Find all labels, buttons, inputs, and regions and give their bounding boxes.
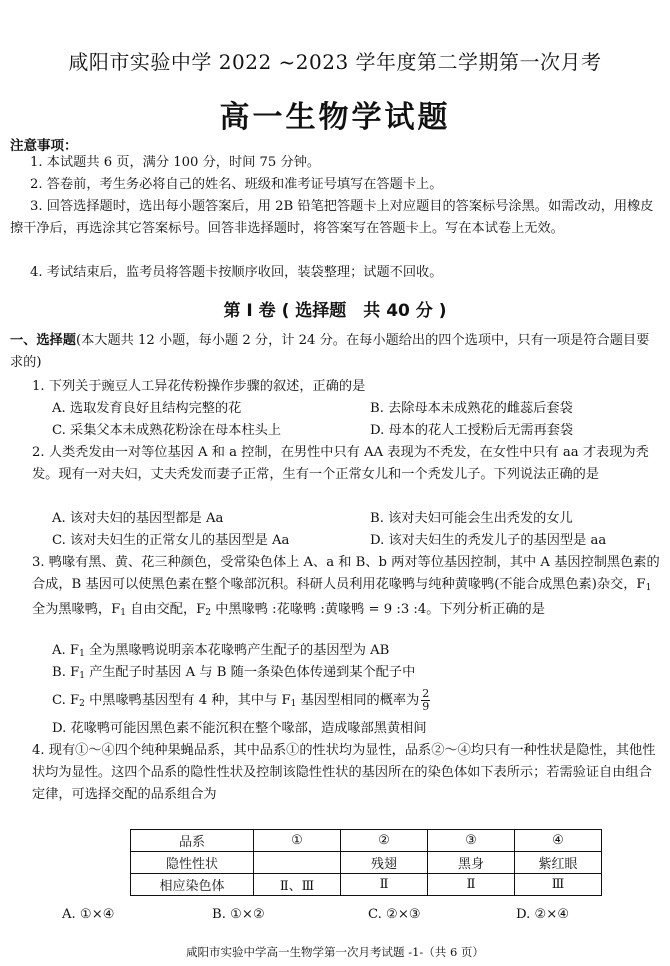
- page-footer: 咸阳市实验中学高一生物学第一次月考试题 -1-（共 6 页）: [186, 945, 484, 959]
- q3-c-sub-f2: 2: [79, 699, 85, 709]
- q1-option-a: A. 选取发育良好且结构完整的花: [52, 401, 242, 416]
- part1-desc: (本大题共 12 小题，每小题 2 分，计 24 分。在每小题给出的四个选项中，只有一项是符合题目要求的): [10, 333, 650, 370]
- q3-stem-part-3: 自由交配，F: [126, 602, 206, 617]
- table-cell: 黑身: [428, 852, 515, 874]
- table-cell: Ⅱ: [341, 874, 428, 896]
- part1-label: 一、选择题: [10, 333, 76, 348]
- q3-option-c: [52, 688, 430, 715]
- q3-sub-f1-a: 1: [645, 583, 652, 593]
- table-cell: ②: [341, 830, 428, 852]
- q2-option-c: C. 该对夫妇生的正常女儿的基因型是 Aa: [52, 533, 290, 548]
- q3-c-sub-f1: 1: [290, 699, 297, 709]
- q4-option-d: D. ②×④: [516, 907, 570, 922]
- table-cell: [254, 852, 341, 874]
- table-cell: 紫红眼: [515, 852, 602, 874]
- table-row: [131, 830, 602, 852]
- q1-option-b: B. 去除母本未成熟花的雌蕊后套袋: [370, 401, 573, 416]
- q3-a-text: 全为黑喙鸭说明亲本花喙鸭产生配子的基因型为 AB: [84, 643, 390, 658]
- q1-stem: 1. 下列关于豌豆人工异花传粉操作步骤的叙述，正确的是: [32, 379, 366, 394]
- q3-a-sub: 1: [79, 649, 85, 659]
- table-cell: 残翅: [341, 852, 428, 874]
- fraction-numerator: 2: [422, 687, 430, 700]
- q3-b-sub: 1: [79, 671, 85, 681]
- table-row-head: 相应染色体: [131, 874, 254, 896]
- table-row: [131, 852, 602, 874]
- q3-c-text-2: 基因型相同的概率为: [296, 693, 420, 708]
- table-cell: ④: [515, 830, 602, 852]
- q3-c-fraction: [421, 688, 430, 713]
- table-cell: Ⅱ、Ⅲ: [254, 874, 341, 896]
- fraction-denominator: 9: [422, 700, 430, 713]
- notice-item-4: 4. 考试结束后，监考员将答题卡按顺序收回，装袋整理；试题不回收。: [30, 265, 443, 280]
- q3-a-prefix: A. F: [52, 643, 80, 658]
- q4-option-b: B. ①×②: [212, 907, 265, 922]
- part1-intro: [10, 330, 662, 374]
- q1-option-c: C. 采集父本未成熟花粉涂在母本柱头上: [52, 423, 282, 438]
- q3-sub-f2: 2: [205, 608, 212, 618]
- q3-stem-part-4: 中黑喙鸭 :花喙鸭 :黄喙鸭 = 9 :3 :4。下列分析正确的是: [211, 602, 545, 617]
- section-title: 第 Ⅰ 卷 ( 选择题 共 40 分 ): [223, 301, 447, 321]
- table-cell: Ⅱ: [428, 874, 515, 896]
- q3-b-prefix: B. F: [52, 665, 80, 680]
- table-cell: Ⅲ: [515, 874, 602, 896]
- table-cell: ①: [254, 830, 341, 852]
- q4-stem: 4. 现有①～④四个纯种果蝇品系，其中品系①的性状均为显性，品系②～④均只有一种性状是隐性，其他性状均为显性。这四个品系的隐性性状及控制该隐性性状的基因所在的染色体如下表所示；若需验证自由组合定律，可选择交配的品系组合为: [32, 743, 656, 802]
- q3-stem-part-2: 全为黑喙鸭，F: [32, 602, 121, 617]
- q3-c-prefix: C. F: [52, 693, 80, 708]
- q3-stem: [32, 552, 660, 624]
- q4-option-c: C. ②×③: [368, 907, 421, 922]
- notice-heading: 注意事项：: [10, 138, 78, 154]
- q2-stem: 2. 人类秃发由一对等位基因 A 和 a 控制，在男性中只有 AA 表现为不秃发，在女性中只有 aa 才表现为秃发。现有一对夫妇，丈夫秃发而妻子正常，生有一个正常女儿和一个秃发儿子。下列说法正确的是: [32, 445, 649, 482]
- exam-title: 高一生物学试题: [219, 100, 451, 135]
- table-row: [131, 874, 602, 896]
- table-row-head: 隐性性状: [131, 852, 254, 874]
- q3-option-b: [52, 662, 415, 687]
- notice-item-3: 3. 回答选择题时，选出每小题答案后，用 2B 铅笔把答题卡上对应题目的答案标号涂黑。如需改动，用橡皮擦干净后，再选涂其它答案标号。回答非选择题时，将答案写在答题卡上。写在本试卷上无效。: [10, 199, 654, 236]
- strain-table: [130, 829, 602, 896]
- table-row-head: 品系: [131, 830, 254, 852]
- q2-option-a: A. 该对夫妇的基因型都是 Aa: [52, 511, 224, 526]
- school-header: 咸阳市实验中学 2022 ~2023 学年度第二学期第一次月考: [68, 50, 602, 74]
- notice-item-1: 1. 本试题共 6 页，满分 100 分，时间 75 分钟。: [30, 155, 321, 170]
- q1-option-d: D. 母本的花人工授粉后无需再套袋: [370, 423, 574, 438]
- q3-sub-f1-b: 1: [120, 608, 127, 618]
- table-cell: ③: [428, 830, 515, 852]
- q2-option-b: B. 该对夫妇可能会生出秃发的女儿: [370, 511, 573, 526]
- q2-option-d: D. 该对夫妇生的秃发儿子的基因型是 aa: [370, 533, 607, 548]
- q3-c-text-1: 中黑喙鸭基因型有 4 种，其中与 F: [84, 693, 291, 708]
- q3-b-text: 产生配子时基因 A 与 B 随一条染色体传递到某个配子中: [84, 665, 416, 680]
- q4-option-a: A. ①×④: [62, 907, 115, 922]
- q3-option-d: D. 花喙鸭可能因黑色素不能沉积在整个喙部，造成喙部黑黄相间: [52, 721, 427, 736]
- q3-stem-part-1: 3. 鸭喙有黑、黄、花三种颜色，受常染色体上 A、a 和 B、b 两对等位基因控制，其中 A 基因控制黑色素的合成，B 基因可以使黑色素在整个喙部沉积。科研人员利用花喙鸭与纯种黄喙鸭(不能合成黑色素)杂交，F: [32, 555, 660, 592]
- notice-item-2: 2. 答卷前，考生务必将自己的姓名、班级和准考证号填写在答题卡上。: [30, 177, 443, 192]
